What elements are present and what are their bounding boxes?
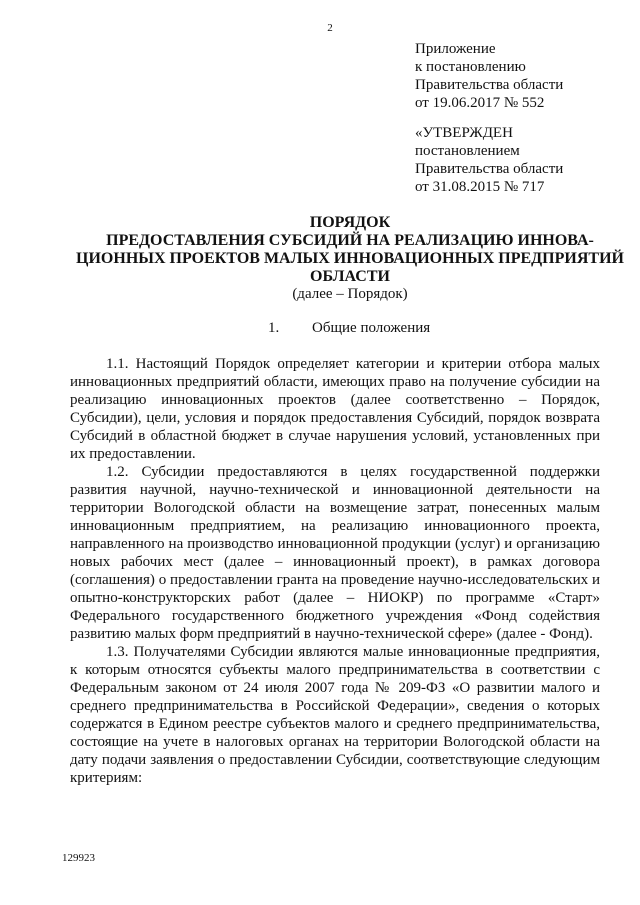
annex-line: от 19.06.2017 № 552 [415,95,545,111]
paragraph-1-1: 1.1. Настоящий Порядок определяет категории и критерии отбора малых инновационных предприятий области, имеющих право на получение субсидии на реализацию инновационных проектов (далее соответственно – Порядок, Субсидии), цели, условия и порядок предоставления Субсидий, порядок возврата Субсидий в областной бюджет в случае нарушения условий, установленных при их предоставлении. [70,356,600,462]
document-body [70,355,600,787]
title-line: ЦИОННЫХ ПРОЕКТОВ МАЛЫХ ИННОВАЦИОННЫХ ПРЕДПРИЯТИЙ [76,250,624,267]
approval-block [415,124,563,196]
annex-line: Правительства области [415,77,564,93]
page-number: 2 [327,22,333,34]
document-title [40,214,640,286]
paragraph-1-3: 1.3. Получателями Субсидии являются малые инновационные предприятия, к которым относятся субъекты малого предпринимательства в соответствии с Федеральным законом от 24 июля 2007 года № 209-ФЗ «О развитии малого и среднего предпринимательства в Российской Федерации», сведения о которых содержатся в Едином реестре субъектов малого и среднего предпринимательства, состоящие на учете в налоговых органах на территории Вологодской области на дату подачи заявления о предоставлении Субсидии, соответствующие следующим критериям: [70,644,600,786]
annex-block [415,40,563,112]
annex-line: к постановлению [415,59,526,75]
approval-line: от 31.08.2015 № 717 [415,179,545,195]
section-title: Общие положения [312,320,431,336]
paragraph-1-2: 1.2. Субсидии предоставляются в целях государственной поддержки развития научной, научно-технической и инновационной деятельности на территории Вологодской области на возмещение затрат, понесенных малым инновационным предприятием, на реализацию инновационного проекта, направленного на производство инновационной продукции (услуг) и организацию новых рабочих мест (далее – инновационный проект), в рамках договора (соглашения) о предоставлении гранта на проведение научно-исследовательских и опытно-конструкторских работ (далее – НИОКР) по программе «Старт» Федерального государственного бюджетного учреждения «Фонд содействия развитию малых форм предприятий в научно-технической сфере» (далее - Фонд). [70,464,600,642]
title-line: ПРЕДОСТАВЛЕНИЯ СУБСИДИЙ НА РЕАЛИЗАЦИЮ ИННОВА- [106,232,594,249]
section-number: 1. [268,320,280,336]
document-subtitle: (далее – Порядок) [292,286,408,302]
document-code: 129923 [62,852,95,864]
section-heading [268,320,430,337]
approval-line: постановлением [415,143,520,159]
title-line: ОБЛАСТИ [310,268,390,285]
annex-line: Приложение [415,41,496,57]
approval-line: «УТВЕРЖДЕН [415,125,513,141]
approval-line: Правительства области [415,161,564,177]
title-line: ПОРЯДОК [309,214,391,231]
